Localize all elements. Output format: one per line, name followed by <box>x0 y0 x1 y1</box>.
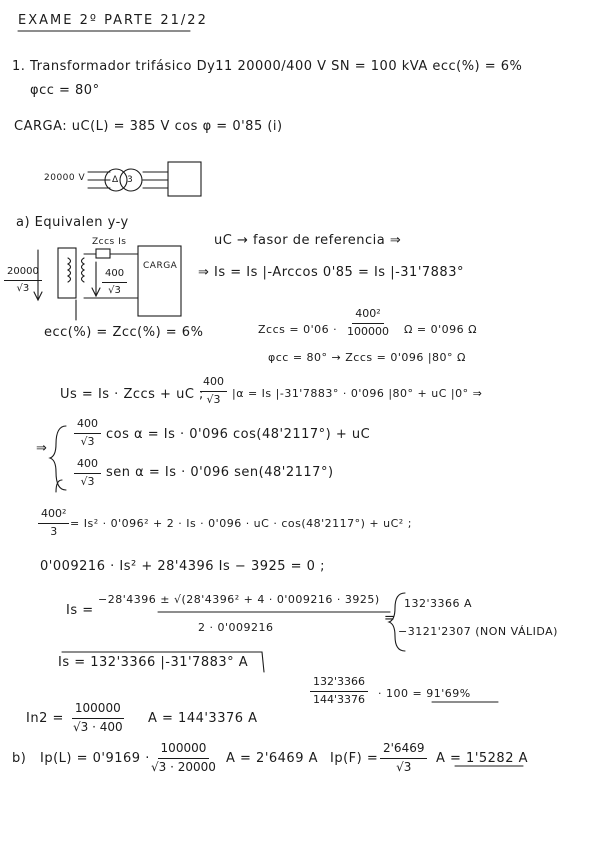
is-definition: ⇒ Is = Is |-Arccos 0'85 = Is |-31'7883° <box>198 265 464 280</box>
schematic-input-label: 20000 V <box>44 173 86 183</box>
in2-lhs: In2 = <box>26 711 64 726</box>
quad-lhs-fraction: $\frac{\text{400²}}{3}$ <box>38 508 69 538</box>
equals-sign: = <box>384 611 396 626</box>
polynomial-equation: 0'009216 · Is² + 28'4396 Is − 3925 = 0 ; <box>40 559 325 574</box>
is-formula-denominator: 2 · 0'009216 <box>198 621 274 634</box>
zccs-lhs: Zccs = 0'06 · <box>258 323 338 336</box>
reference-note: uC → fasor de referencia ⇒ <box>214 233 402 248</box>
load-box-label: CARGA <box>143 261 178 271</box>
problem-line-2: φcc = 80° <box>30 83 100 98</box>
system-arrow: ⇒ <box>36 441 48 456</box>
ipf-lhs: Ip(F) = <box>330 751 379 766</box>
us-fraction: $\frac{400}{√3}$ <box>200 376 227 406</box>
system-eq-1: cos α = Is · 0'096 cos(48'2117°) + uC <box>106 427 371 442</box>
ipl-lhs: Ip(L) = 0'9169 · <box>40 751 150 766</box>
system-brace <box>50 426 66 490</box>
root-2: −3121'2307 (NON VÁLIDA) <box>398 625 558 638</box>
is-formula-lhs: Is = <box>66 603 94 618</box>
ipf-rhs: A = 1'5282 A <box>436 751 529 766</box>
percent-fraction: $\frac{132'3366}{144'3376}$ <box>310 676 368 706</box>
ipf-fraction: $\frac{2'6469}{√3}$ <box>380 742 427 775</box>
ecc-equation: ecc(%) = Zcc(%) = 6% <box>44 325 204 340</box>
is-formula-numerator: −28'4396 ± √(28'4396² + 4 · 0'009216 · 3925) <box>98 593 380 606</box>
zccs-rhs: Ω = 0'096 Ω <box>404 323 478 336</box>
is-result: Is = 132'3366 |-31'7883° A <box>58 655 249 670</box>
root-1: 132'3366 A <box>404 597 473 610</box>
system-eq-2: sen α = Is · 0'096 sen(48'2117°) <box>106 465 334 480</box>
phi-equation: φcc = 80° → Zccs = 0'096 |80° Ω <box>268 351 466 364</box>
in2-fraction: $\frac{100000}{√3 \cdot 400}$ <box>73 701 123 734</box>
us-equation: Us = Is · Zccs + uC ; <box>60 387 204 402</box>
ipl-fraction: $\frac{100000}{√3 \cdot 20000}$ <box>151 741 216 774</box>
part-a-title: a) Equivalen y-y <box>16 215 129 230</box>
sys1-fraction: $\frac{400}{√3}$ <box>74 418 101 448</box>
page-title: EXAME 2º PARTE 21/22 <box>18 13 208 28</box>
carga-line: CARGA: uC(L) = 385 V cos φ = 0'85 (i) <box>14 119 283 134</box>
delta-symbol: Δ <box>112 175 119 185</box>
in2-rhs: A = 144'3376 A <box>148 711 258 726</box>
zccs-is-label: Zccs Is <box>92 237 127 247</box>
quadratic-expansion: = Is² · 0'096² + 2 · Is · 0'096 · uC · cos(48'2117°) + uC² ; <box>70 517 412 530</box>
sys2-fraction: $\frac{400}{√3}$ <box>74 458 101 488</box>
source-voltage-fraction: $\frac{20000}{√3}$ <box>4 266 42 294</box>
load-voltage-fraction: $\frac{400}{√3}$ <box>102 268 127 296</box>
transformer-schematic <box>88 162 201 196</box>
star-symbol: 3 <box>127 175 134 185</box>
zccs-fraction: $\frac{\text{400²}}{100000}$ <box>347 307 389 338</box>
us-rhs: |α = Is |-31'7883° · 0'096 |80° + uC |0° ⇒ <box>232 387 483 400</box>
part-b-label: b) <box>12 751 27 766</box>
percent-result: · 100 = 91'69% <box>378 687 471 700</box>
ipl-rhs: A = 2'6469 A <box>226 751 319 766</box>
problem-line-1: 1. Transformador trifásico Dy11 20000/400 V SN = 100 kVA ecc(%) = 6% <box>12 59 523 74</box>
